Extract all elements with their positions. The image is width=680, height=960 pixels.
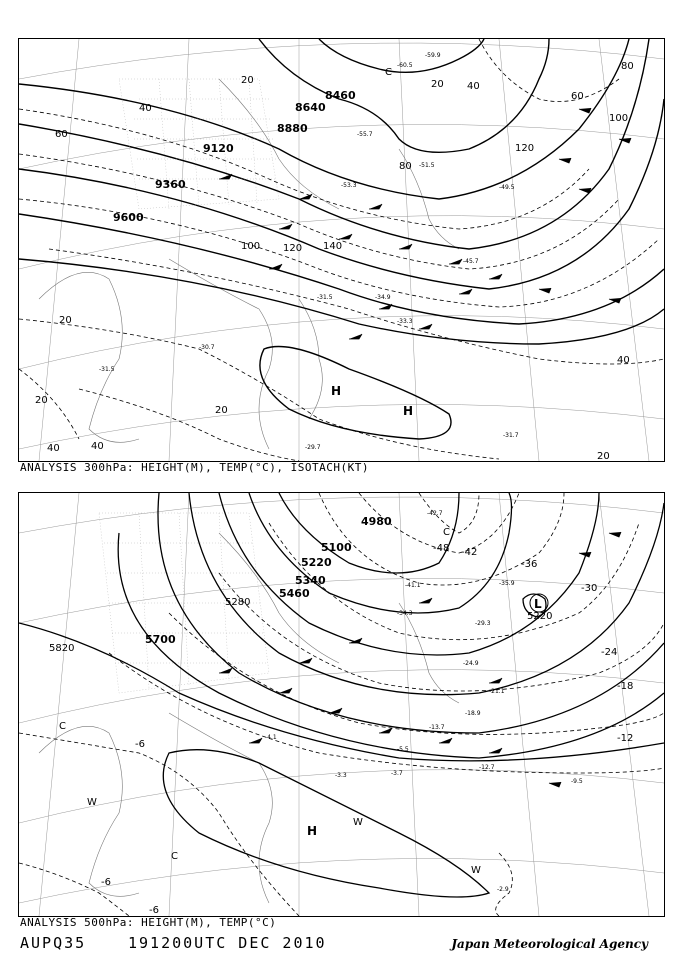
warm-marker-w: W (471, 865, 481, 876)
caption-500hpa: ANALYSIS 500hPa: HEIGHT(M), TEMP(°C) (20, 916, 277, 929)
height-label: 5340 (295, 574, 326, 587)
map-300hpa-canvas (19, 39, 664, 461)
height-label: 5220 (527, 611, 553, 622)
isotherm-label: -18 (617, 681, 634, 692)
isotherm-label: -36 (521, 559, 538, 570)
temp-label: -35.9 (499, 580, 515, 587)
temp-label: -55.7 (357, 131, 373, 138)
warm-marker-w: W (353, 817, 363, 828)
temp-label: -33.3 (397, 318, 413, 325)
isotach-label: 40 (617, 355, 630, 366)
temp-label: -24.9 (463, 660, 479, 667)
isotach-label: 40 (139, 103, 152, 114)
isotach-label: 40 (91, 441, 104, 452)
height-label: 9360 (155, 178, 186, 191)
isotach-labels (35, 61, 634, 461)
isotach-label: 40 (467, 81, 480, 92)
isotach-label: 140 (323, 241, 343, 252)
isotach-label: 20 (241, 75, 254, 86)
map-500hpa-canvas (19, 493, 664, 916)
height-label: 5820 (49, 643, 75, 654)
coastlines (39, 533, 459, 903)
isotach-label: 100 (609, 113, 629, 124)
isotherm-label: -30 (581, 583, 598, 594)
temp-label: -9.5 (571, 778, 583, 785)
high-pressure-marker: H (331, 384, 342, 398)
height-label: 8640 (295, 101, 326, 114)
isotach-label: 60 (571, 91, 584, 102)
center-marker-c: C (443, 527, 450, 538)
isotherm-label: -12 (617, 733, 634, 744)
temp-label: -29.7 (305, 444, 321, 451)
isotach-label: 20 (59, 315, 72, 326)
isotach-label: 40 (47, 443, 60, 454)
isotach-label: 20 (431, 79, 444, 90)
center-marker-c: C (171, 851, 178, 862)
isotach-label: 20 (35, 395, 48, 406)
temp-label: -21.1 (489, 688, 505, 695)
isotach-label: 100 (241, 241, 261, 252)
isotach-label: 20 (215, 405, 228, 416)
isotherm-label: -6 (101, 877, 111, 888)
temp-label: -2.9 (497, 886, 509, 893)
temp-label: -13.7 (429, 724, 445, 731)
height-label: 5220 (301, 556, 332, 569)
temp-label: -53.3 (341, 182, 357, 189)
isotherm-label: -6 (135, 739, 145, 750)
temp-label: -31.5 (317, 294, 333, 301)
temp-label: -3.7 (391, 770, 403, 777)
height-label: 5100 (321, 541, 352, 554)
height-label: 8460 (325, 89, 356, 102)
analysis-map-300hpa (18, 38, 665, 462)
temp-label: -45.7 (463, 258, 479, 265)
warm-marker-w: W (87, 797, 97, 808)
high-pressure-marker: H (403, 404, 414, 418)
height-label: 4980 (361, 515, 392, 528)
height-label: 5700 (145, 633, 176, 646)
isotach-label: 80 (621, 61, 634, 72)
temp-label: -12.7 (479, 764, 495, 771)
temp-label: -42.7 (427, 510, 443, 517)
isotherm-label: -48 (433, 543, 450, 554)
isotherms (19, 493, 664, 916)
height-label: 5280 (225, 597, 251, 608)
isotherm-label: -42 (461, 547, 478, 558)
height-label: 9600 (113, 211, 144, 224)
temp-label: -30.7 (199, 344, 215, 351)
isotach-label: 80 (399, 161, 412, 172)
pressure-centers (331, 67, 413, 418)
stippled-region (119, 79, 279, 209)
isotherm-labels (101, 543, 633, 916)
height-label: 5460 (279, 587, 310, 600)
center-marker-c: C (385, 67, 392, 78)
temp-label: -31.5 (99, 366, 115, 373)
isotach-label: 120 (283, 243, 303, 254)
high-pressure-marker: H (307, 824, 318, 838)
agency-name: Japan Meteorological Agency (451, 937, 648, 951)
chart-valid-time: 191200UTC DEC 2010 (128, 934, 327, 952)
temp-label: -34.9 (375, 294, 391, 301)
graticule (19, 493, 664, 916)
temp-label: -59.9 (425, 52, 441, 59)
temp-label: -51.5 (419, 162, 435, 169)
isotach-label: 60 (55, 129, 68, 140)
temp-label: -31.7 (503, 432, 519, 439)
isotach-label: 120 (515, 143, 535, 154)
isotach-label: 20 (597, 451, 610, 461)
caption-300hpa: ANALYSIS 300hPa: HEIGHT(M), TEMP(°C), ISOTACH(KT) (20, 461, 370, 474)
height-label: 8880 (277, 122, 308, 135)
temp-label: -3.3 (335, 772, 347, 779)
temp-label: -41.1 (405, 582, 421, 589)
temp-label: -29.3 (475, 620, 491, 627)
temp-label: -34.3 (397, 610, 413, 617)
center-marker-c: C (59, 721, 66, 732)
temp-label: -49.5 (499, 184, 515, 191)
temp-label: -60.5 (397, 62, 413, 69)
chart-code: AUPQ35 (20, 934, 87, 952)
low-pressure-marker: L (534, 597, 542, 611)
temp-label: -5.5 (397, 746, 409, 753)
height-label: 9120 (203, 142, 234, 155)
temp-label: -4.1 (265, 734, 277, 741)
isotherm-label: -24 (601, 647, 618, 658)
analysis-map-500hpa (18, 492, 665, 917)
isotherm-label: -6 (149, 905, 159, 916)
temp-label: -18.9 (465, 710, 481, 717)
